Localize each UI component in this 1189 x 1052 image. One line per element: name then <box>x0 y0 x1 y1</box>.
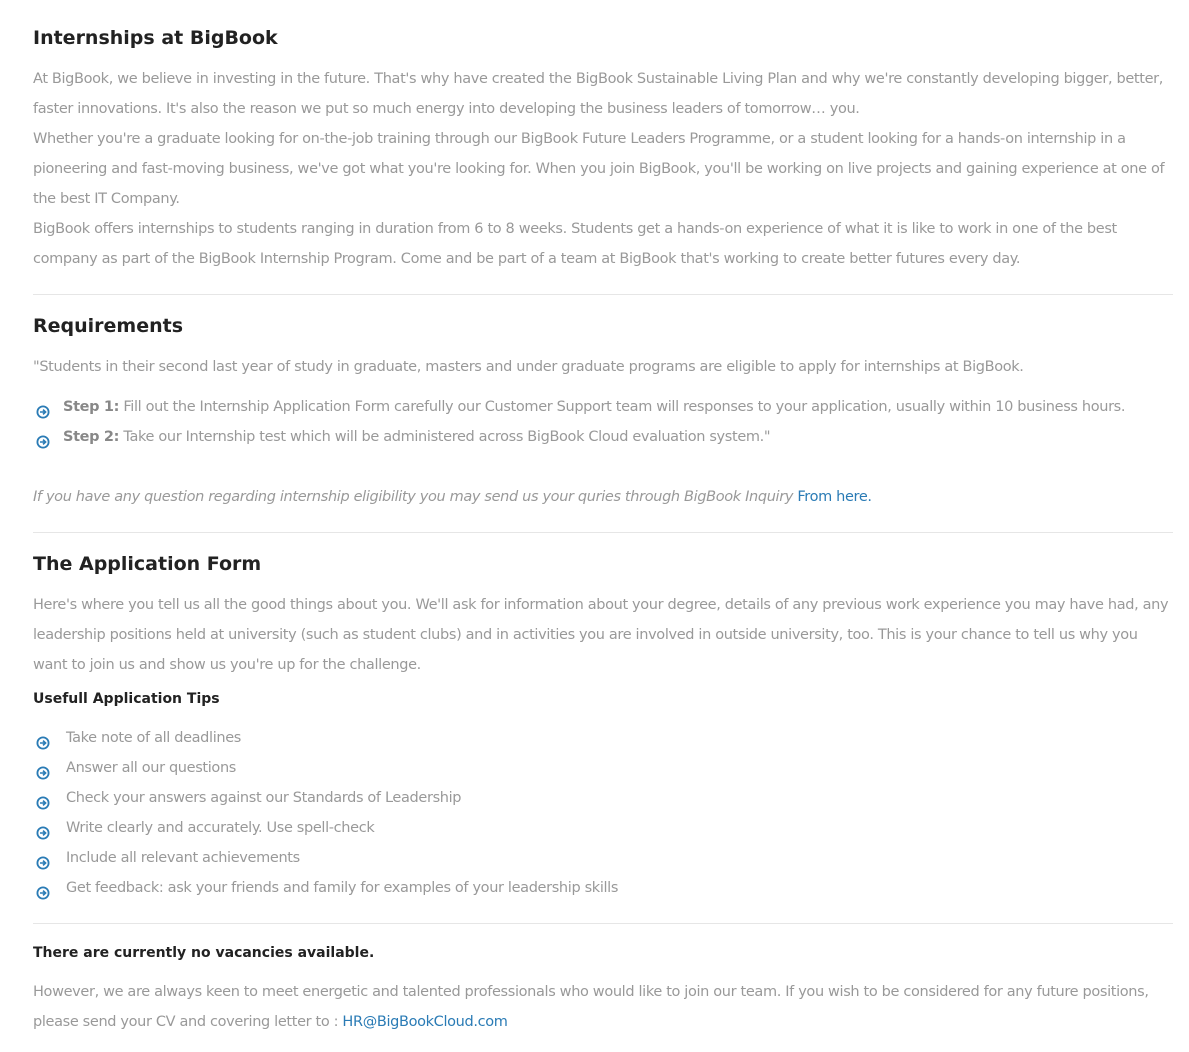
list-item <box>33 783 1173 813</box>
list-item <box>33 753 1173 783</box>
tips-title: Usefull Application Tips <box>33 691 220 707</box>
list-item <box>33 873 1173 903</box>
arrow-circle-right-icon <box>36 400 50 414</box>
requirements-intro: "Students in their second last year of study in graduate, masters and under graduate programs are eligible to apply for internships at BigBook. <box>33 359 1024 375</box>
list-item <box>33 422 1173 452</box>
arrow-circle-right-icon <box>36 731 50 745</box>
arrow-circle-right-icon <box>36 821 50 835</box>
divider <box>33 532 1173 533</box>
vacancies-text-body: However, we are always keen to meet energetic and talented professionals who would like to join our team. If you wish to be considered for any future positions, please send your CV and covering letter to : <box>33 984 1149 1030</box>
inquiry-link[interactable]: From here <box>797 489 868 505</box>
list-item <box>33 843 1173 873</box>
divider <box>33 294 1173 295</box>
intro-paragraph-1: At BigBook, we believe in investing in the future. That's why have created the BigBook Sustainable Living Plan and why we're constantly developing bigger, better, faster innovations. It's also the reason we put so much energy into developing the business leaders of tomorrow… you. <box>33 71 1164 117</box>
list-item <box>33 723 1173 753</box>
tips-list <box>33 723 1173 903</box>
step-text: Fill out the Internship Application Form carefully our Customer Support team will responses to your application, usually within 10 business hours. <box>119 399 1126 415</box>
arrow-circle-right-icon <box>36 430 50 444</box>
vacancies-text <box>33 977 1173 1037</box>
tip-text: Write clearly and accurately. Use spell-check <box>66 820 375 836</box>
list-item <box>33 392 1173 422</box>
inquiry-note-text: If you have any question regarding internship eligibility you may send us your quries through BigBook Inquiry <box>33 489 794 505</box>
inquiry-note <box>33 482 1173 512</box>
step-label: Step 2: <box>63 429 120 445</box>
intro-paragraph-3: BigBook offers internships to students ranging in duration from 6 to 8 weeks. Students get a hands-on experience of what it is like to work in one of the best company as part of the BigBook Internship Program. Come and be part of a team at BigBook that's working to create better futures every day. <box>33 221 1117 267</box>
step-text: Take our Internship test which will be administered across BigBook Cloud evaluation system." <box>119 429 771 445</box>
intro-paragraph-2: Whether you're a graduate looking for on-the-job training through our BigBook Future Leaders Programme, or a student looking for a hands-on internship in a pioneering and fast-moving business, we've got what you're looking for. When you join BigBook, you'll be working on live projects and gaining experience at one of the best IT Company. <box>33 131 1165 207</box>
arrow-circle-right-icon <box>36 881 50 895</box>
arrow-circle-right-icon <box>36 761 50 775</box>
hr-email-link[interactable]: HR@BigBookCloud.com <box>342 1014 508 1030</box>
tip-text: Include all relevant achievements <box>66 850 300 866</box>
section-title-requirements: Requirements <box>33 315 184 337</box>
arrow-circle-right-icon <box>36 851 50 865</box>
arrow-circle-right-icon <box>36 791 50 805</box>
inquiry-note-end: . <box>867 489 872 505</box>
tip-text: Answer all our questions <box>66 760 236 776</box>
requirements-steps-list <box>33 392 1173 452</box>
tip-text: Check your answers against our Standards of Leadership <box>66 790 462 806</box>
section-title-internships: Internships at BigBook <box>33 27 278 49</box>
application-intro: Here's where you tell us all the good things about you. We'll ask for information about your degree, details of any previous work experience you may have had, any leadership positions held at university (such as student clubs) and in activities you are involved in outside university, too. This is your chance to tell us why you want to join us and show us you're up for the challenge. <box>33 597 1169 673</box>
tip-text: Get feedback: ask your friends and family for examples of your leadership skills <box>66 880 619 896</box>
section-title-application-form: The Application Form <box>33 553 262 575</box>
tip-text: Take note of all deadlines <box>66 730 242 746</box>
step-label: Step 1: <box>63 399 120 415</box>
list-item <box>33 813 1173 843</box>
intro-text <box>33 64 1173 274</box>
no-vacancies-title: There are currently no vacancies available. <box>33 945 375 961</box>
divider <box>33 923 1173 924</box>
